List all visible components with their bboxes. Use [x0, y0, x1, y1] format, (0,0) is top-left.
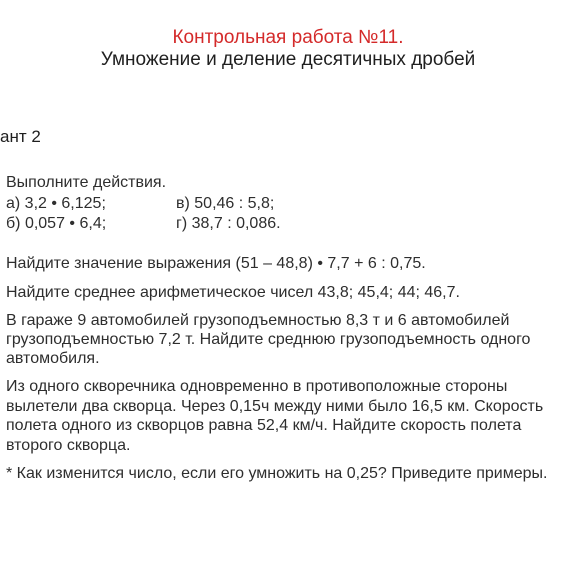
task5-line3: полета одного из скворцов равна 52,4 км/ч. Найдите скорость полета — [6, 417, 522, 434]
task4-line3: автомобиля. — [6, 350, 100, 367]
task2-text: Найдите значение выражения (51 – 48,8) • 7,7 + 6 : 0,75. — [6, 255, 426, 272]
document-subtitle: Умножение и деление десятичных дробей — [100, 49, 476, 70]
task5-line4: второго скворца. — [6, 437, 131, 454]
task4-line1: В гараже 9 автомобилей грузоподъемностью 8,3 т и 6 автомобилей — [6, 312, 510, 329]
task1-b: б) 0,057 • 6,4; — [6, 215, 107, 232]
document-title: Контрольная работа №11. — [172, 27, 404, 48]
task5-line1: Из одного скворечника одновременно в противоположные стороны — [6, 378, 508, 395]
task3-text: Найдите среднее арифметическое чисел 43,8; 45,4; 44; 46,7. — [6, 284, 460, 301]
variant-label: ант 2 — [0, 127, 41, 146]
task1-v: в) 50,46 : 5,8; — [176, 195, 275, 212]
task1-intro: Выполните действия. — [6, 174, 167, 191]
task4-line2: грузоподъемностью 7,2 т. Найдите среднюю грузоподъемность одного — [6, 331, 531, 348]
task5-line2: вылетели два скворца. Через 0,15ч между ними было 16,5 км. Скорость — [6, 398, 544, 415]
task1-g: г) 38,7 : 0,086. — [176, 215, 281, 232]
task1-a: а) 3,2 • 6,125; — [6, 195, 106, 212]
task6-text: * Как изменится число, если его умножить на 0,25? Приведите примеры. — [6, 465, 548, 482]
